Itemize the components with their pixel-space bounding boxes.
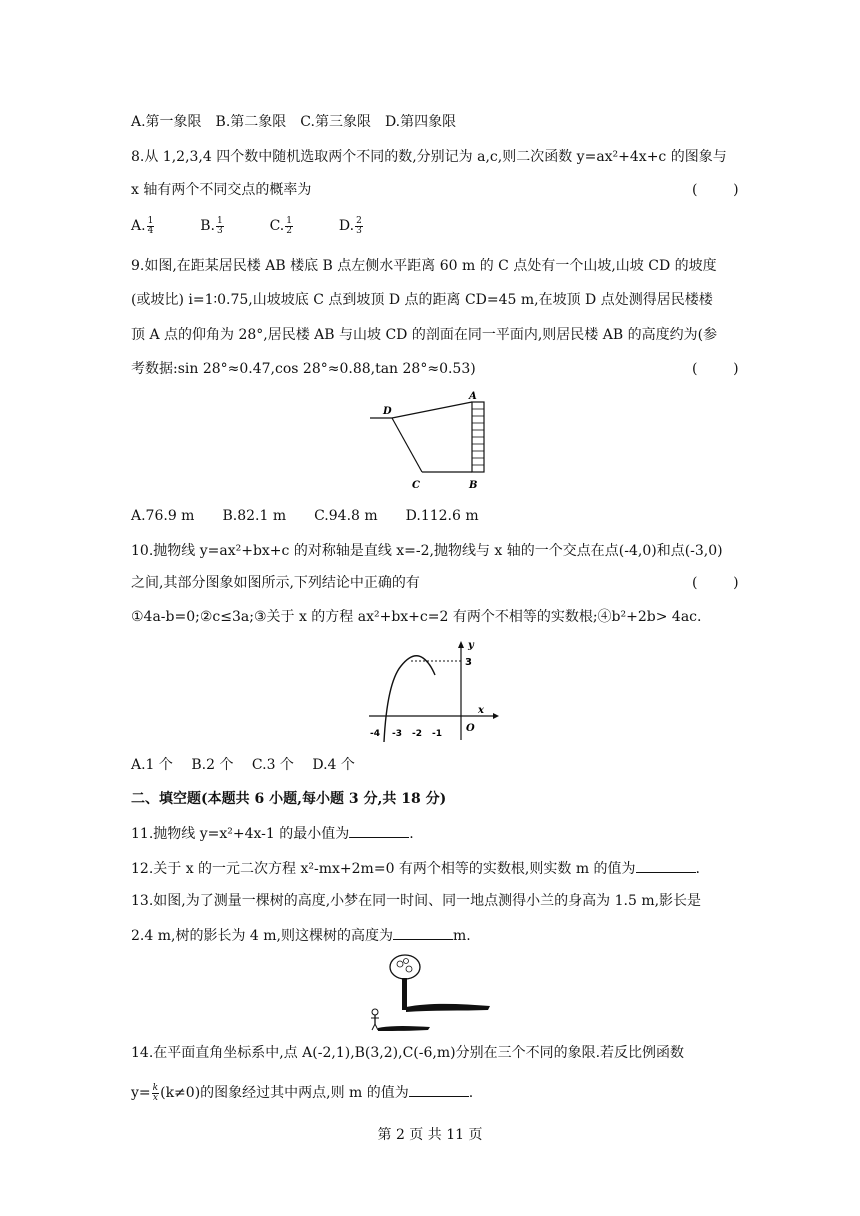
q9-options: A.76.9 m B.82.1 m C.94.8 m D.112.6 m [131, 508, 479, 524]
q13-blank [393, 925, 453, 940]
q8-option-b: B. $\frac{1}{3}$ [200, 215, 223, 236]
q13-tree-figure [362, 952, 497, 1036]
q13-line1: 13.如图,为了测量一棵树的高度,小梦在同一时间、同一地点测得小兰的身高为 1.5 m,影长是 [131, 893, 702, 909]
q9-label-c: C [412, 480, 420, 491]
tree-icon [390, 955, 420, 1010]
q11-blank [349, 823, 409, 838]
q9-slope-cd [392, 418, 422, 472]
q8-line1: 8.从 1,2,3,4 四个数中随机选取两个不同的数,分别记为 a,c,则二次函数 y=ax²+4x+c 的图象与 [131, 149, 727, 165]
q10-line2: 之间,其部分图象如图所示,下列结论中正确的有 [131, 575, 420, 591]
q9-label-d: D [383, 406, 392, 417]
q10-label-origin: O [466, 723, 475, 734]
q10-tick-neg3: -3 [392, 729, 402, 739]
q10-y-axis-arrow [458, 641, 464, 648]
q8-option-c: C. $\frac{1}{2}$ [269, 215, 292, 236]
q10-answer-paren: ( ) [692, 575, 739, 591]
q10-label-x: x [478, 705, 484, 716]
q10-label-3: 3 [465, 657, 472, 668]
q10-x-axis-arrow [493, 713, 499, 719]
q11: 11.抛物线 y=x²+4x-1 的最小值为 . [131, 823, 414, 844]
q9-line2: (或坡比) i=1∶0.75,山坡坡底 C 点到坡顶 D 点的距离 CD=45 m,在坡顶 D 点处测得居民楼楼 [131, 292, 713, 308]
q10-tick-neg2: -2 [412, 729, 422, 739]
q14-line2: y= $\frac{k}{x}$ (k≠0)的图象经过其中两点,则 m 的值为 . [131, 1082, 474, 1103]
q10-options: A.1 个 B.2 个 C.3 个 D.4 个 [131, 757, 355, 773]
q12: 12.关于 x 的一元二次方程 x²-mx+2m=0 有两个相等的实数根,则实数 m 的值为 . [131, 858, 700, 879]
q14-blank [409, 1082, 469, 1097]
q14-line1: 14.在平面直角坐标系中,点 A(-2,1),B(3,2),C(-6,m)分别在三个不同的象限.若反比例函数 [131, 1045, 685, 1061]
q10-parabola-figure [365, 638, 500, 743]
q13-tree-shadow [406, 1004, 490, 1012]
q9-sight-line-da [392, 402, 472, 418]
q9-line4: 考数据:sin 28°≈0.47,cos 28°≈0.88,tan 28°≈0.53) [131, 361, 476, 377]
q9-line3: 顶 A 点的仰角为 28°,居民楼 AB 与山坡 CD 的剖面在同一平面内,则居民楼 AB 的高度约为(参 [131, 327, 718, 343]
q10-tick-neg4: -4 [370, 729, 380, 739]
q10-line1: 10.抛物线 y=ax²+bx+c 的对称轴是直线 x=-2,抛物线与 x 轴的一个交点在点(-4,0)和点(-3,0) [131, 543, 723, 559]
person-icon [371, 1009, 379, 1030]
q7-options: A.第一象限 B.第二象限 C.第三象限 D.第四象限 [131, 114, 457, 130]
q14-fraction: $\frac{k}{x}$ [152, 1082, 159, 1103]
q8-option-a: A. $\frac{1}{4}$ [131, 215, 154, 236]
page-footer: 第 2 页 共 11 页 [377, 1127, 483, 1143]
q10-label-y: y [468, 640, 474, 651]
q10-tick-neg1: -1 [432, 729, 442, 739]
q8-line2: x 轴有两个不同交点的概率为 [131, 182, 312, 198]
q10-statements: ①4a-b=0;②c≤3a;③关于 x 的方程 ax²+bx+c=2 有两个不相等的实数根;④b²+2b> 4ac. [131, 609, 702, 625]
q8-options [131, 216, 364, 236]
q9-answer-paren: ( ) [692, 361, 739, 377]
q9-building-floors [472, 409, 484, 465]
section-2-heading: 二、填空题(本题共 6 小题,每小题 3 分,共 18 分) [131, 791, 447, 807]
q9-label-a: A [469, 391, 477, 402]
q13-line2: 2.4 m,树的影长为 4 m,则这棵树的高度为 m. [131, 925, 471, 946]
q12-blank [636, 858, 696, 873]
q8-answer-paren: ( ) [692, 182, 739, 198]
q9-slope-building-figure [360, 388, 500, 498]
q9-label-b: B [469, 480, 478, 491]
q13-person-shadow [378, 1026, 430, 1031]
q8-option-d: D. $\frac{2}{3}$ [338, 215, 362, 236]
q9-line1: 9.如图,在距某居民楼 AB 楼底 B 点左侧水平距离 60 m 的 C 点处有一个山坡,山坡 CD 的坡度 [131, 258, 717, 274]
